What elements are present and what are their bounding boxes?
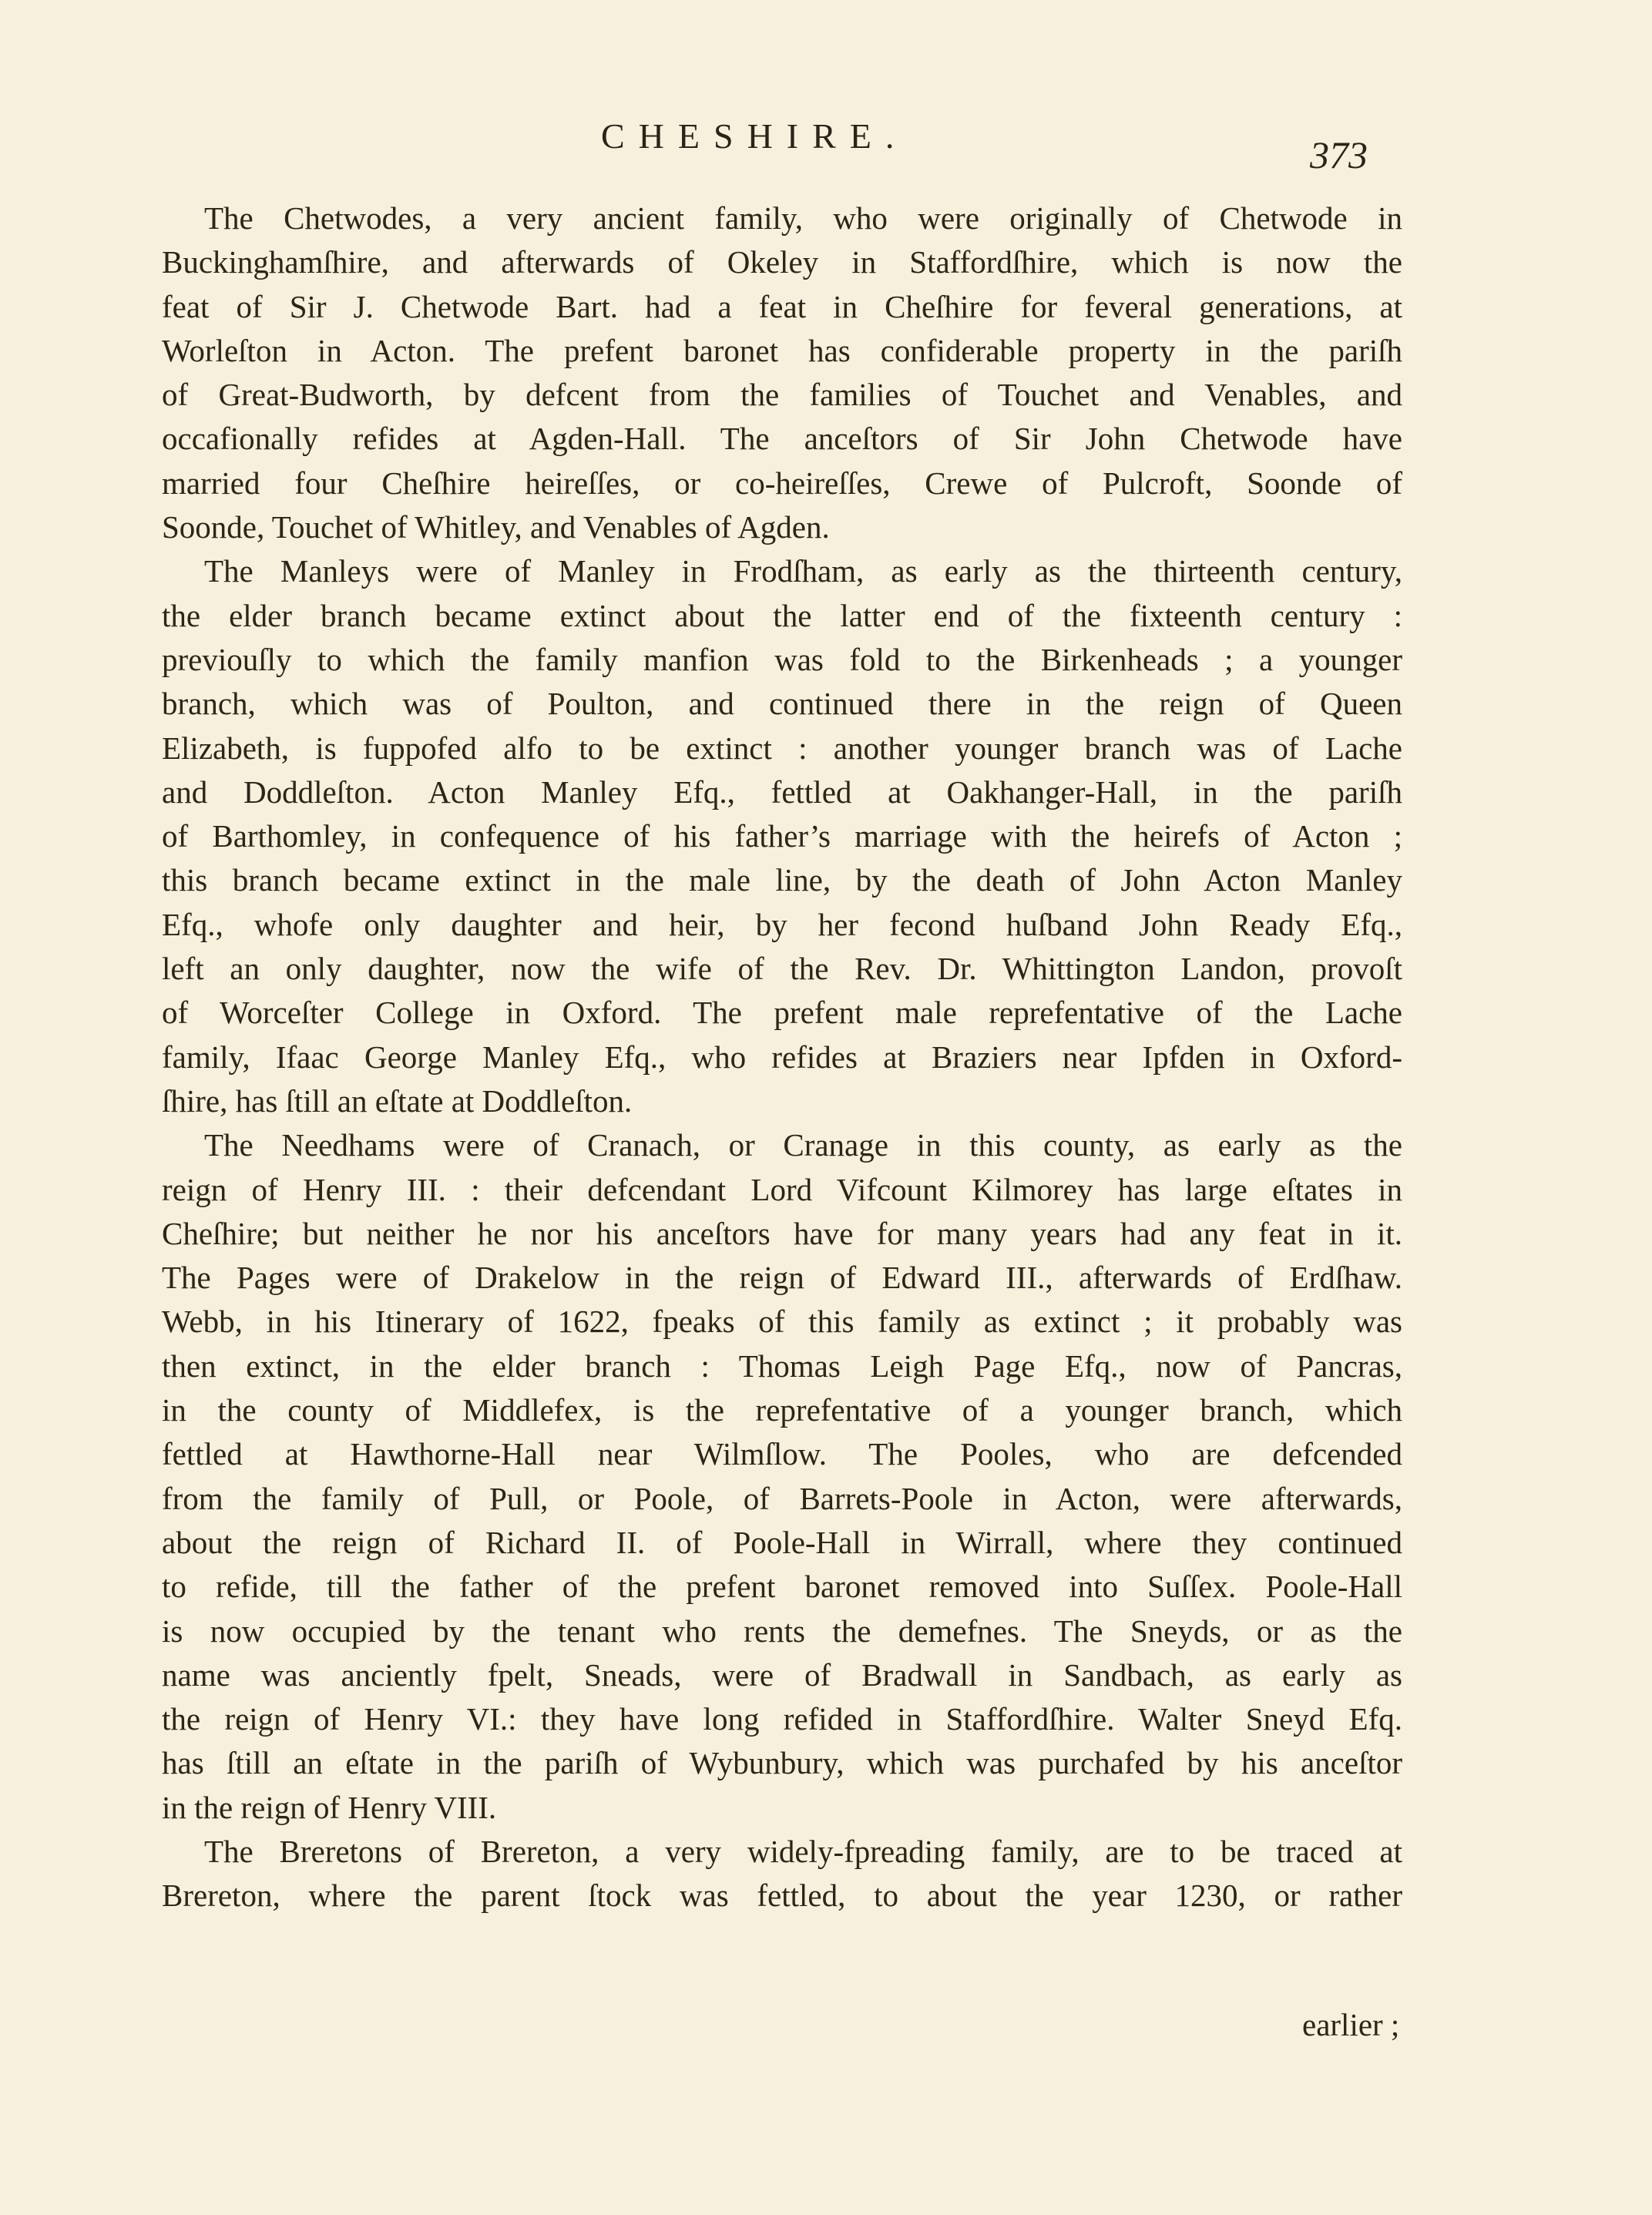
page-number: 373 [1310,133,1368,176]
text-line: Worleſton in Acton. The prefent baronet has confiderable property in the pariſh [162,332,1402,368]
text-line: Webb, in his Itinerary of 1622, fpeaks of this family as extinct ; it probably was [162,1304,1402,1340]
text-line: left an only daughter, now the wife of the Rev. Dr. Whittington Landon, provoſt [162,951,1402,987]
text-line: The Manleys were of Manley in Frodſham, as early as the thirteenth century, [204,553,1402,589]
text-line: then extinct, in the elder branch : Thomas Leigh Page Efq., now of Pancras, [162,1347,1402,1384]
text-line: the reign of Henry VI.: they have long refided in Staffordſhire. Walter Sneyd Efq. [162,1701,1402,1737]
text-line: The Pages were of Drakelow in the reign of Edward III., afterwards of Erdſhaw. [162,1260,1402,1296]
text-line: Efq., whofe only daughter and heir, by her fecond huſband John Ready Efq., [162,906,1402,942]
text-line: of Barthomley, in confequence of his father’s marriage with the heirefs of Acton ; [162,818,1402,854]
text-line: branch, which was of Poulton, and continued there in the reign of Queen [162,686,1402,722]
text-line: has ſtill an eſtate in the pariſh of Wybunbury, which was purchafed by his anceſtor [162,1745,1402,1781]
text-line: The Chetwodes, a very ancient family, who were originally of Chetwode in [204,200,1402,236]
body-text [162,196,1402,1918]
text-line: Soonde, Touchet of Whitley, and Venables of Agden. [162,509,830,545]
text-line: and Doddleſton. Acton Manley Efq., fettled at Oakhanger-Hall, in the pariſh [162,774,1402,810]
text-line: Elizabeth, is fuppofed alfo to be extinct : another younger branch was of Lache [162,730,1402,766]
text-line: feat of Sir J. Chetwode Bart. had a feat in Cheſhire for feveral generations, at [162,288,1402,324]
text-line: of Great-Budworth, by defcent from the families of Touchet and Venables, and [162,377,1402,413]
text-line: family, Ifaac George Manley Efq., who refides at Braziers near Ipfden in Oxford- [162,1039,1402,1075]
text-line: fettled at Hawthorne-Hall near Wilmſlow. The Pooles, who are defcended [162,1436,1402,1472]
text-line: of Worceſter College in Oxford. The prefent male reprefentative of the Lache [162,995,1402,1031]
text-line: to refide, till the father of the prefent baronet removed into Suſſex. Poole-Hall [162,1569,1402,1605]
text-line: reign of Henry III. : their defcendant Lord Vifcount Kilmorey has large eſtates in [162,1171,1402,1207]
text-line: name was anciently fpelt, Sneads, were of Bradwall in Sandbach, as early as [162,1656,1402,1693]
text-line: previouſly to which the family manfion was fold to the Birkenheads ; a younger [162,641,1402,677]
text-line: in the reign of Henry VIII. [162,1789,497,1825]
text-line: The Needhams were of Cranach, or Cranage in this county, as early as the [204,1127,1402,1163]
text-line: occafionally refides at Agden-Hall. The anceſtors of Sir John Chetwode have [162,421,1402,457]
text-line: ſhire, has ſtill an eſtate at Doddleſton. [162,1082,633,1119]
text-line: this branch became extinct in the male line, by the death of John Acton Manley [162,862,1402,898]
catchword: earlier ; [1302,2007,1400,2042]
text-line: from the family of Pull, or Poole, of Barrets-Poole in Acton, were afterwards, [162,1480,1402,1516]
text-line: in the county of Middlefex, is the reprefentative of a younger branch, which [162,1392,1402,1428]
text-line: is now occupied by the tenant who rents the demefnes. The Sneyds, or as the [162,1613,1402,1649]
text-line: the elder branch became extinct about the latter end of the fixteenth century : [162,597,1402,633]
text-line: married four Cheſhire heireſſes, or co-heireſſes, Crewe of Pulcroft, Soonde of [162,465,1402,501]
text-line: The Breretons of Brereton, a very widely-fpreading family, are to be traced at [204,1833,1402,1869]
text-line: Cheſhire; but neither he nor his anceſtors have for many years had any feat in it. [162,1215,1402,1251]
text-line: Buckinghamſhire, and afterwards of Okeley in Staffordſhire, which is now the [162,244,1402,280]
text-line: about the reign of Richard II. of Poole-Hall in Wirrall, where they continued [162,1524,1402,1560]
text-line: Brereton, where the parent ſtock was fettled, to about the year 1230, or rather [162,1878,1402,1914]
running-head: CHESHIRE. [601,116,908,156]
